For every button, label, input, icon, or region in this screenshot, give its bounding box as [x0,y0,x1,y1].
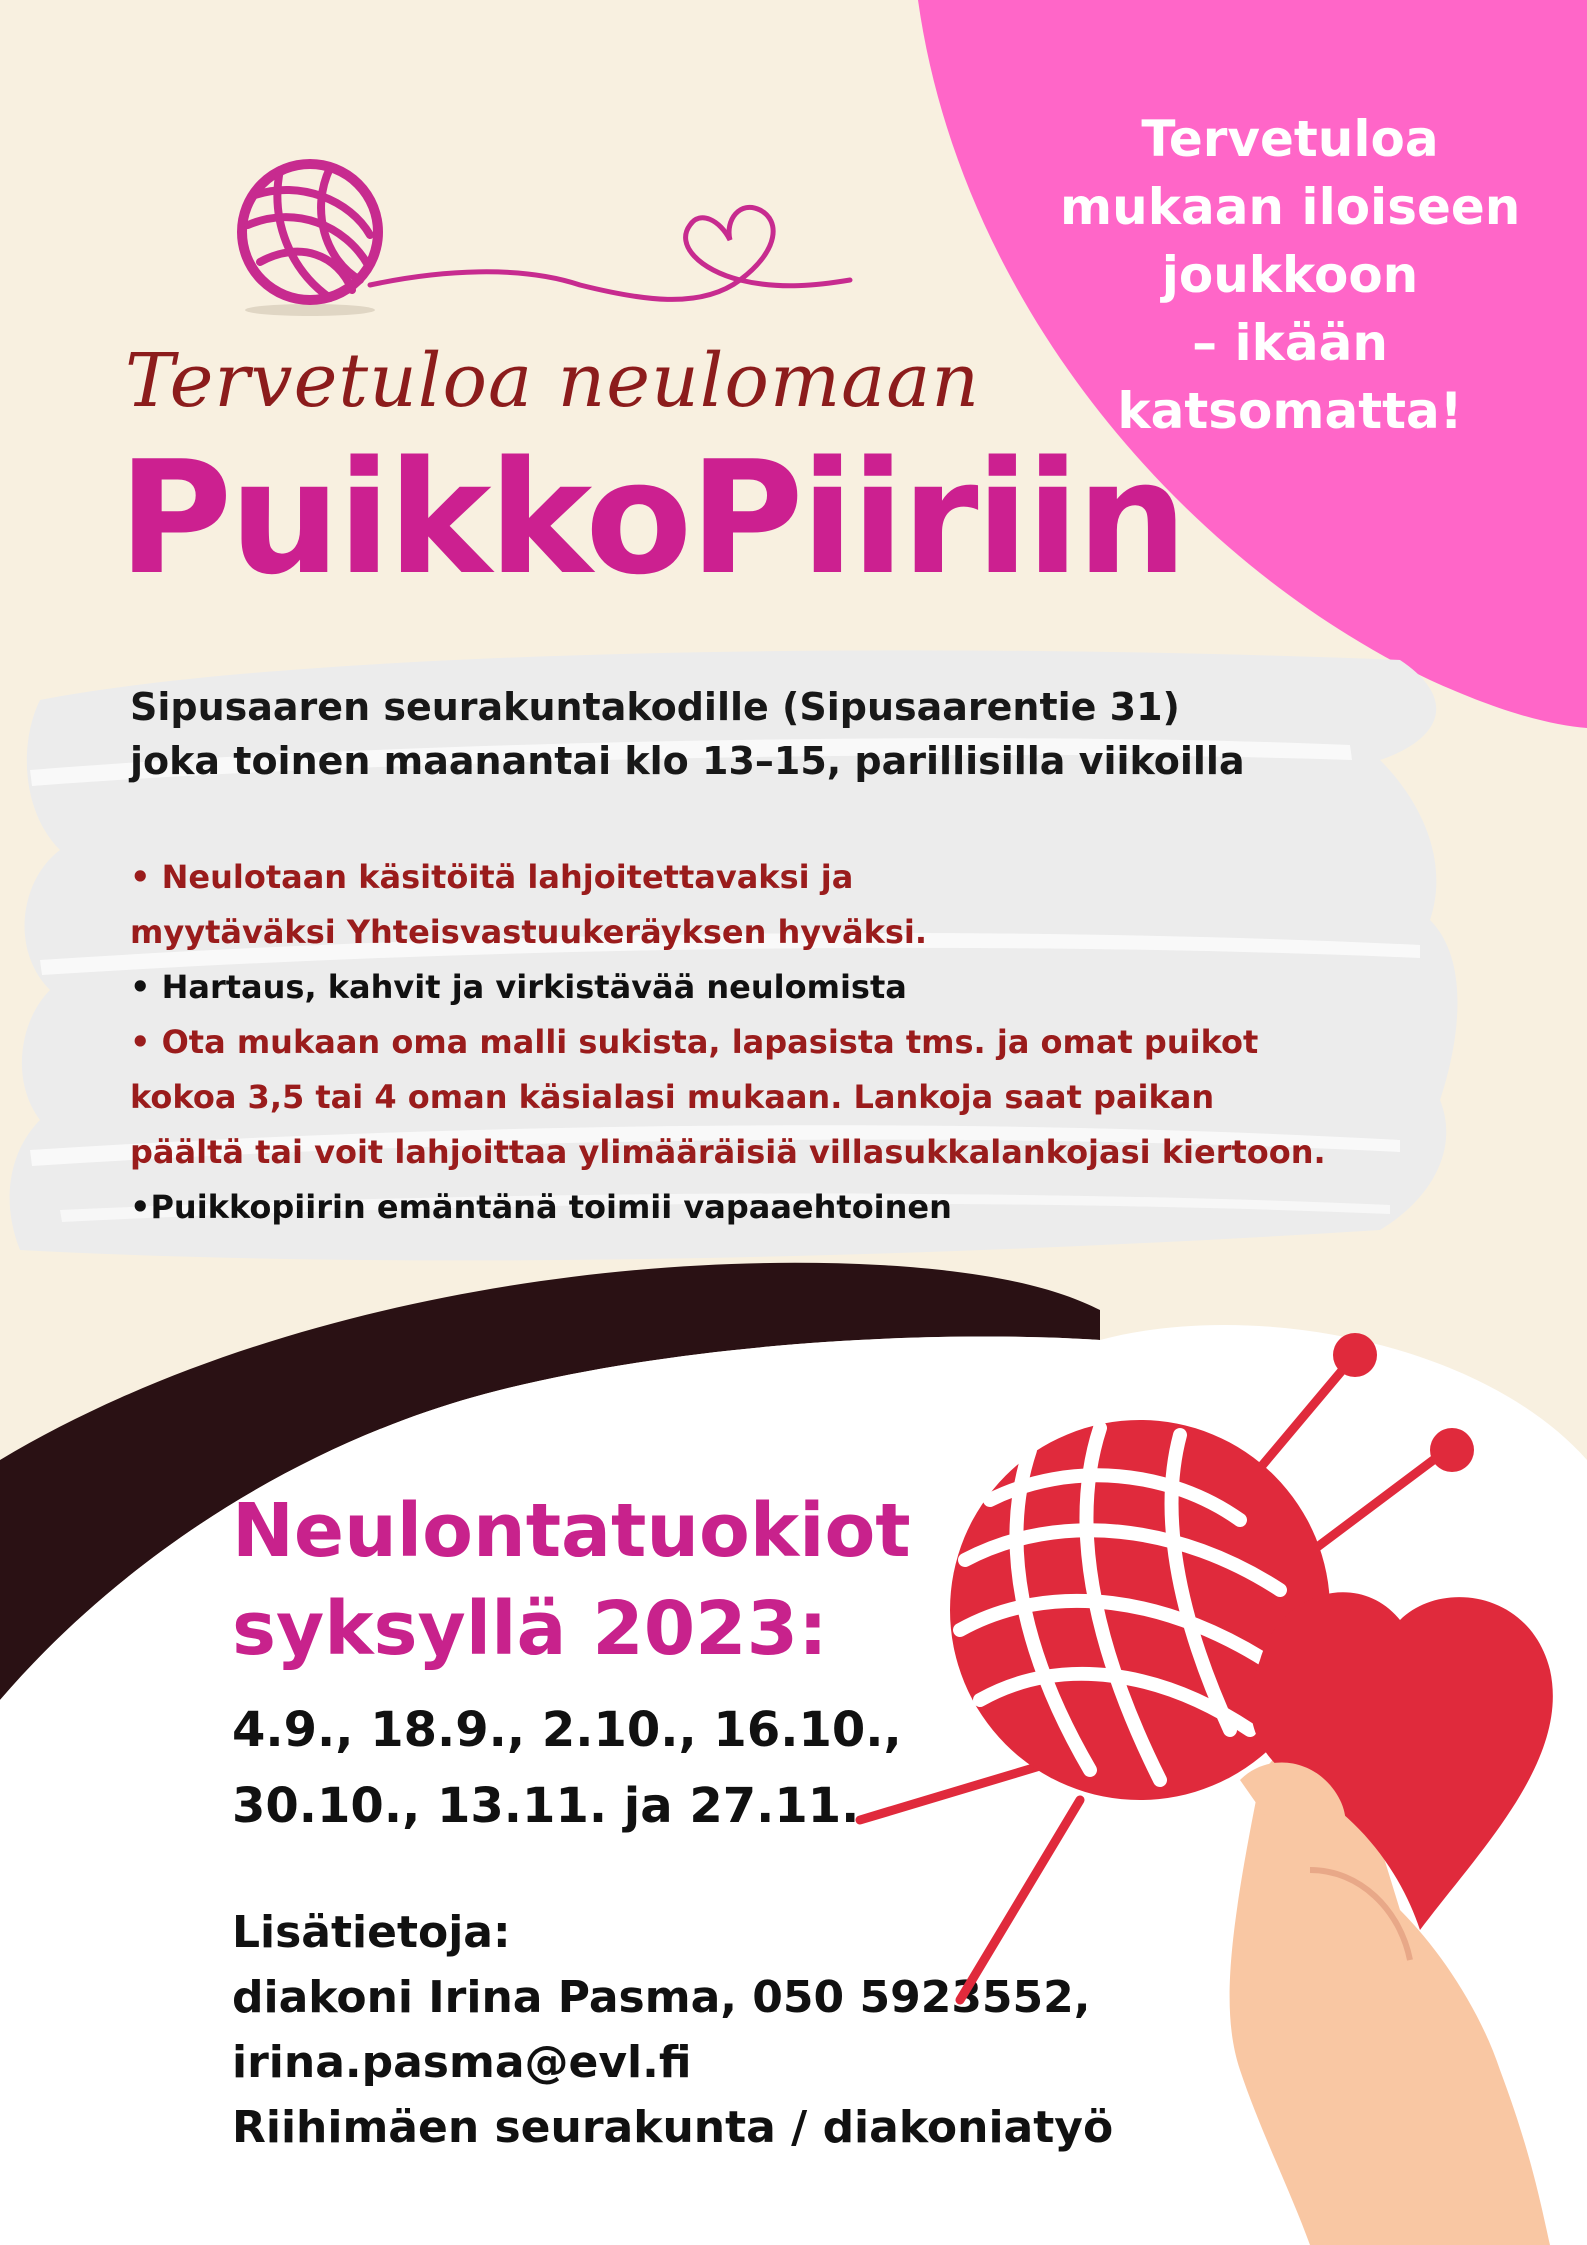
dates-line: 30.10., 13.11. ja 27.11. [232,1778,860,1834]
corner-line: katsomatta! [1117,382,1463,440]
page-title: PuikkoPiiriin [118,427,1185,609]
yarn-ball-heart-logo-icon [220,150,860,320]
location-line: joka toinen maanantai klo 13–15, parillisilla viikoilla [130,739,1245,783]
corner-line: joukkoon [1161,246,1419,304]
contact-line: diakoni Irina Pasma, 050 5923552, [232,1972,1091,2023]
schedule-heading-line: syksyllä 2023: [232,1586,828,1672]
details-line: myytäväksi Yhteisvastuukeräyksen hyväksi. [130,913,928,951]
details-line: •Puikkopiirin emäntänä toimii vapaaehtoinen [130,1188,952,1226]
location-line: Sipusaaren seurakuntakodille (Sipusaarentie 31) [130,685,1180,729]
details-line: • Hartaus, kahvit ja virkistävää neulomista [130,968,907,1006]
contact-email: irina.pasma@evl.fi [232,2037,692,2088]
contact-label: Lisätietoja: [232,1907,511,1958]
details-line: • Neulotaan käsitöitä lahjoitettavaksi ja [130,858,854,896]
details-line: päältä tai voit lahjoittaa ylimääräisiä villasukkalankojasi kiertoon. [130,1133,1326,1171]
schedule-heading-line: Neulontatuokiot [232,1488,911,1574]
corner-line: mukaan iloiseen [1060,178,1521,236]
corner-line: Tervetuloa [1141,110,1439,168]
location-info [130,680,1390,788]
contact-line: Riihimäen seurakunta / diakoniatyö [232,2102,1114,2153]
details-line: kokoa 3,5 tai 4 oman käsialasi mukaan. Lankoja saat paikan [130,1078,1215,1116]
details-list [130,850,1460,1235]
corner-welcome-message [1060,105,1520,445]
details-line: • Ota mukaan oma malli sukista, lapasista tms. ja omat puikot [130,1023,1259,1061]
script-heading: Tervetuloa neulomaan [125,338,981,424]
dates-line: 4.9., 18.9., 2.10., 16.10., [232,1702,902,1758]
corner-line: – ikään [1192,314,1388,372]
yarn-ball-needles-hand-heart-icon [840,1310,1587,2245]
